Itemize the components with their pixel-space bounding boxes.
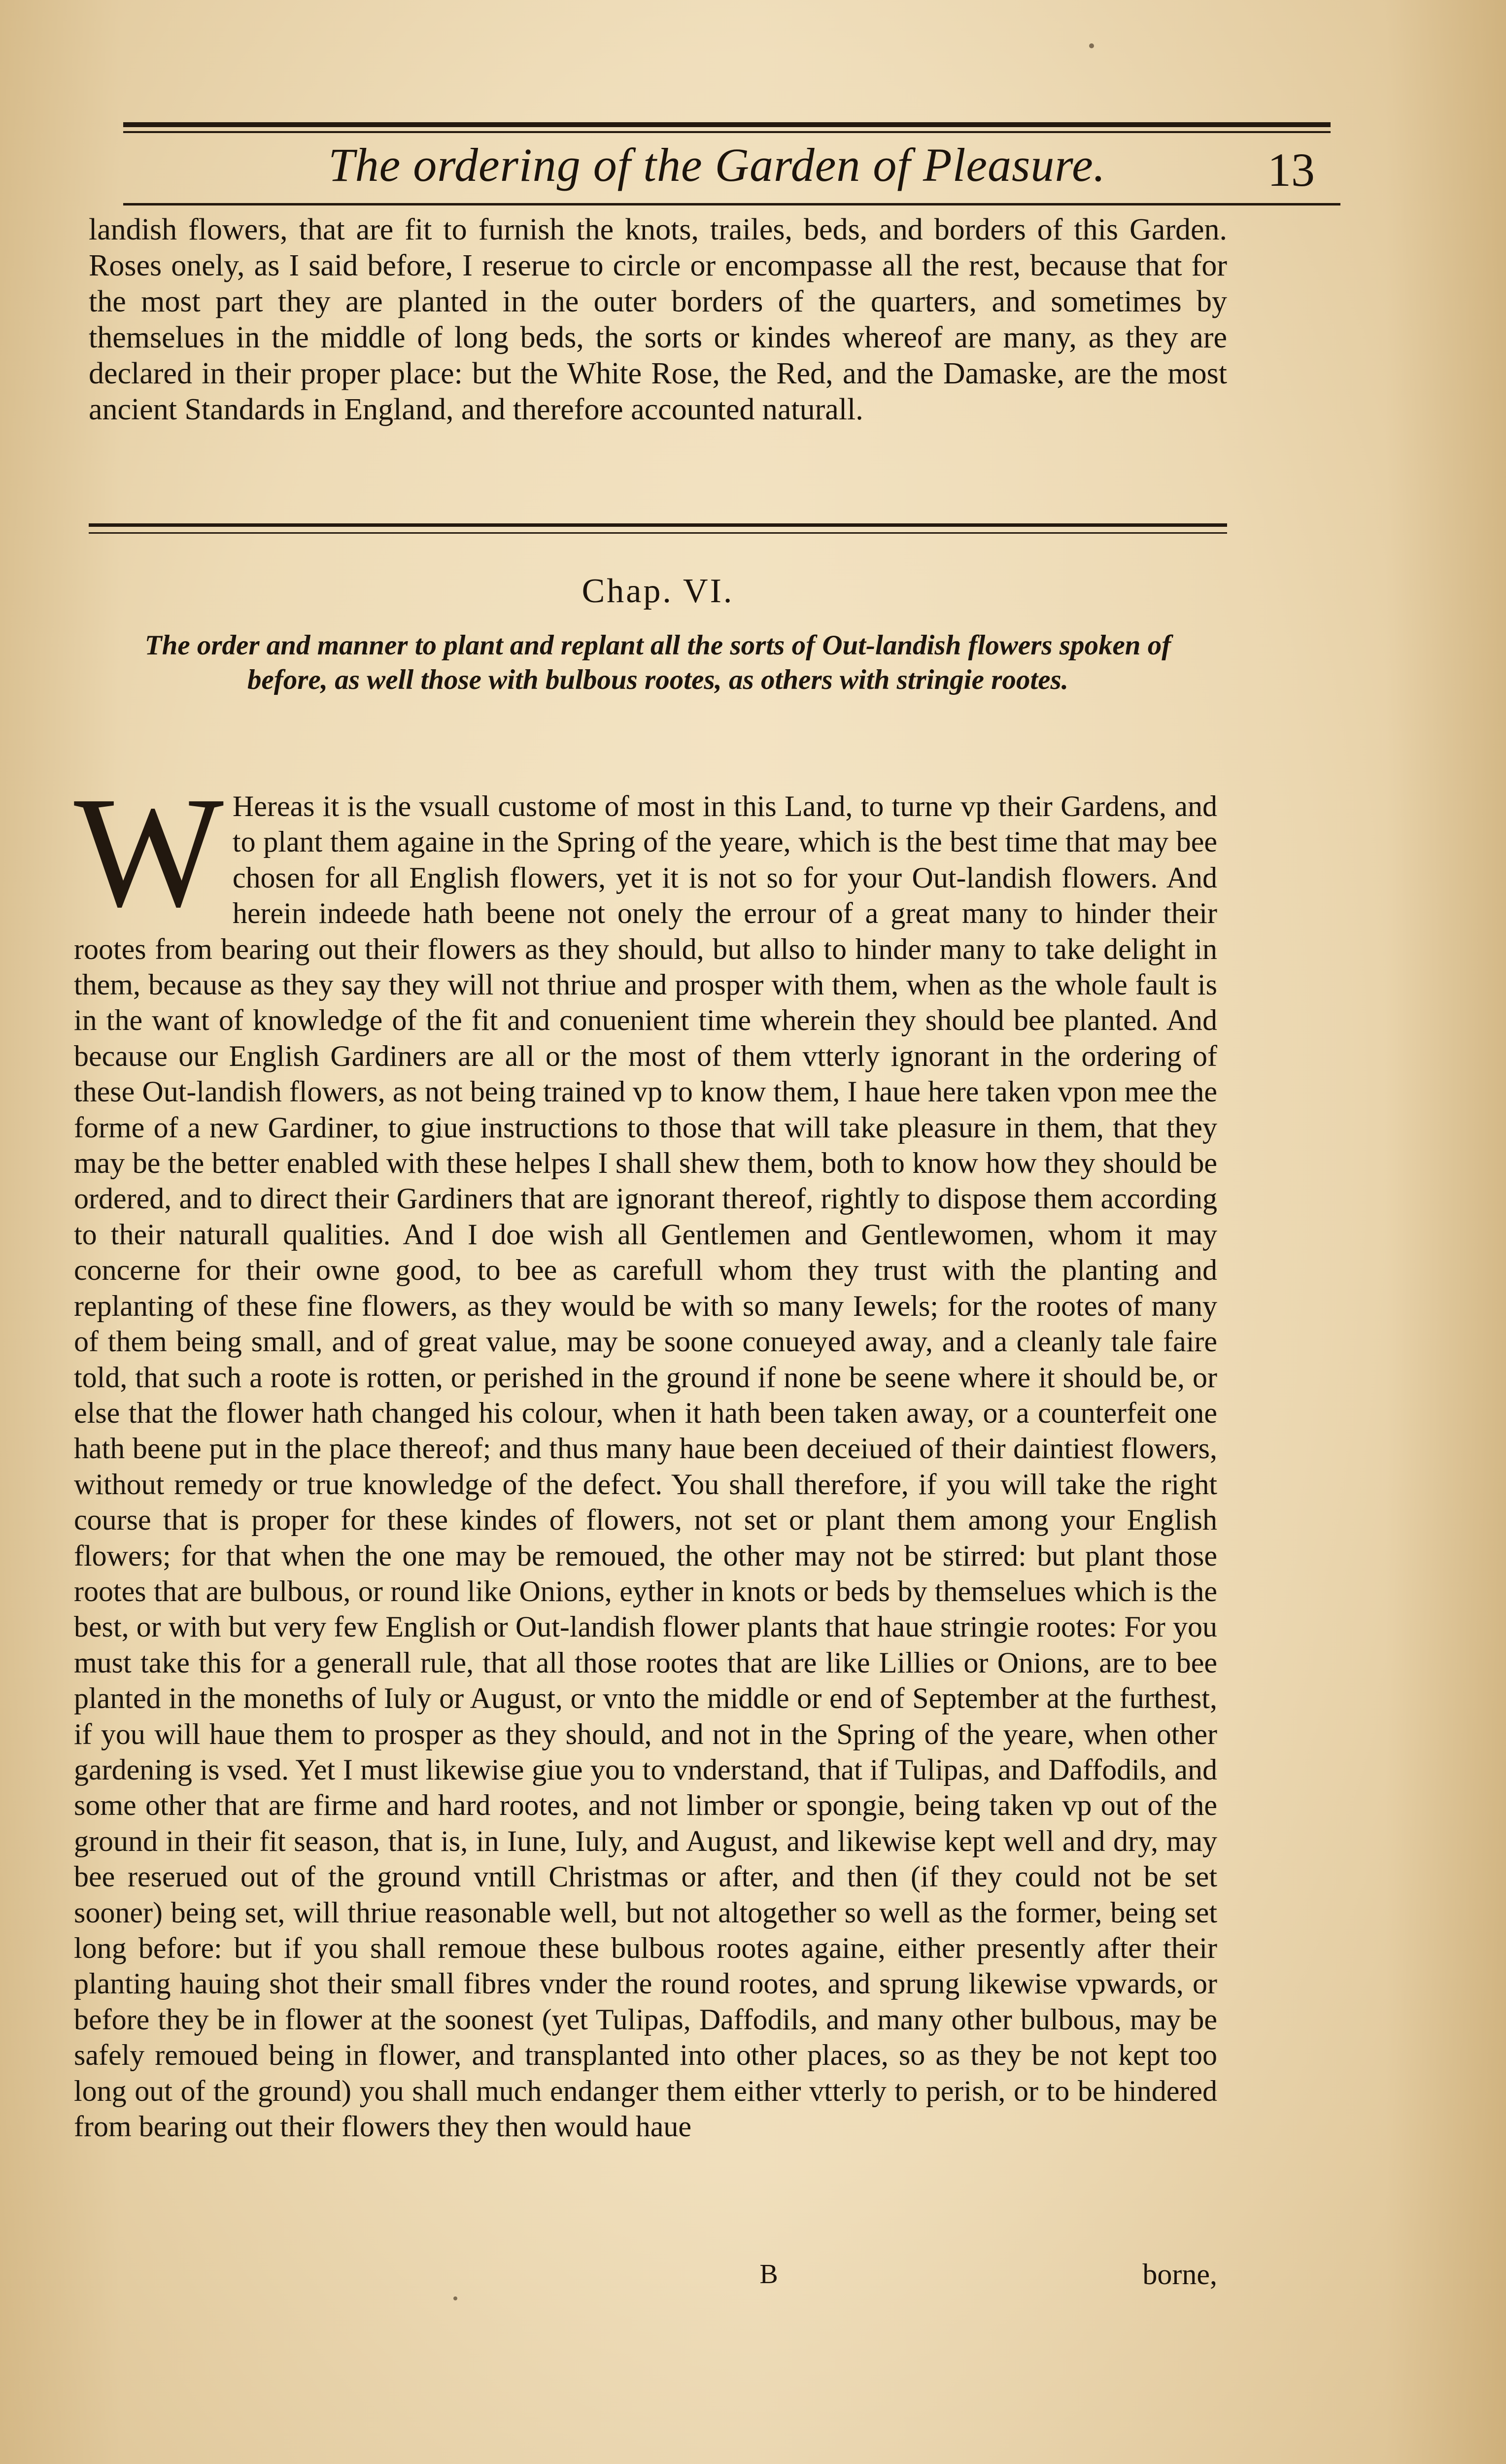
chapter-heading: Chap. VI. — [582, 572, 734, 610]
chapter-subtitle: The order and manner to plant and replant all the sorts of Out-landish flowers spoken of before, as well those with bulbous rootes, as others with stringie rootes. — [144, 630, 1171, 695]
header-rule-top — [123, 122, 1331, 127]
section-rule-thin — [89, 532, 1227, 534]
running-title: The ordering of the Garden of Pleasure. — [328, 138, 1106, 191]
catchword: borne, — [1142, 2258, 1217, 2291]
continued-paragraph: landish flowers, that are fit to furnish the knots, trailes, beds, and borders of this Garden. Roses onely, as I said before, I reserue to circle or encompasse all the rest, because that for the most part they are planted in the outer borders of the quarters, and sometimes by themselues in the middle of long beds, the sorts or kindes whereof are many, as they are declared in their proper place: but the White Rose, the Red, and the Damaske, are the most ancient Standards in England, and therefore accounted naturall. — [89, 213, 1227, 426]
drop-cap: W — [74, 764, 224, 940]
body-text: Hereas it is the vsuall custome of most in this Land, to turne vp their Gardens, and to plant them againe in the Spring of the yeare, which is the best time that may bee chosen for all English flowers, yet it is not so for your Out-landish flowers. And herein indeede hath beene not onely the errour of a great many to hinder their rootes from bearing out their flowers as they should, but allso to hinder many to take delight in them, because as they say they will not thriue and prosper with them, when as the whole fault is in the want of knowledge of the fit and conuenient time wherein they should bee planted. And because our English Gardiners are all or the most of them vtterly ignorant in the ordering of these Out-landish flowers, as not being trained vp to know them, I haue here taken vpon mee the forme of a new Gardiner, to giue instructions to those that will take pleasure in them, that they may be the better enabled with these helpes I shall shew them, both to know how they should be ordered, and to direct their Gardiners that are ignorant thereof, rightly to dispose them according to their naturall qualities. And I doe wish all Gentlemen and Gentlewomen, whom it may concerne for their owne good, to bee as carefull whom they trust with the planting and replanting of these fine flowers, as they would be with so many Iewels; for the rootes of many of them being small, and of great value, may be soone conueyed away, and a cleanly tale faire told, that such a roote is rotten, or perished in the ground if none be seene where it should be, or else that the flower hath changed his colour, when it hath been taken away, or a counterfeit one hath beene put in the place thereof; and thus many haue been deceiued of their daintiest flowers, without remedy or true knowledge of the defect. You shall therefore, if you will take the right course that is proper for these kindes of flowers, not set or plant them among your English flowers; for that when the one may be remoued, the other may not be stirred: but plant those rootes that are bulbous, or round like Onions, eyther in knots or beds by themselues which is the best, or with but very few English or Out-landish flower plants that haue stringie rootes: For you must take this for a generall rule, that all those rootes that are like Lillies or Onions, are to bee planted in the moneths of Iuly or August, or vnto the middle or end of September at the furthest, if you will haue them to prosper as they should, and not in the Spring of the yeare, when other gardening is vsed. Yet I must likewise giue you to vnderstand, that if Tulipas, and Daffodils, and some other that are firme and hard rootes, and not limber or spongie, being taken vp out of the ground in their fit season, that is, in Iune, Iuly, and August, and likewise kept well and dry, may bee reserued out of the ground vntill Christmas or after, and then (if they could not be set sooner) being set, will thriue reasonable well, but not altogether so well as the former, being set long before: but if you shall remoue these bulbous rootes againe, either presently after their planting hauing shot their small fibres vnder the round rootes, and sprung likewise vpwards, or before they be in flower at the soonest (yet Tulipas, Daffodils, and many other bulbous, may be safely remoued being in flower, and transplanted into other places, so as they be not kept too long out of the ground) you shall much endanger them either vtterly to perish, or to be hindered from bearing out their flowers they then would haue — [74, 790, 1217, 2143]
header-rule-bottom — [123, 203, 1340, 205]
page-number: 13 — [1267, 143, 1315, 196]
ink-speck — [453, 2296, 457, 2300]
signature-mark: B — [759, 2259, 778, 2290]
section-rule — [89, 523, 1227, 527]
chapter-body — [74, 764, 1217, 2301]
ink-speck — [1089, 43, 1094, 48]
